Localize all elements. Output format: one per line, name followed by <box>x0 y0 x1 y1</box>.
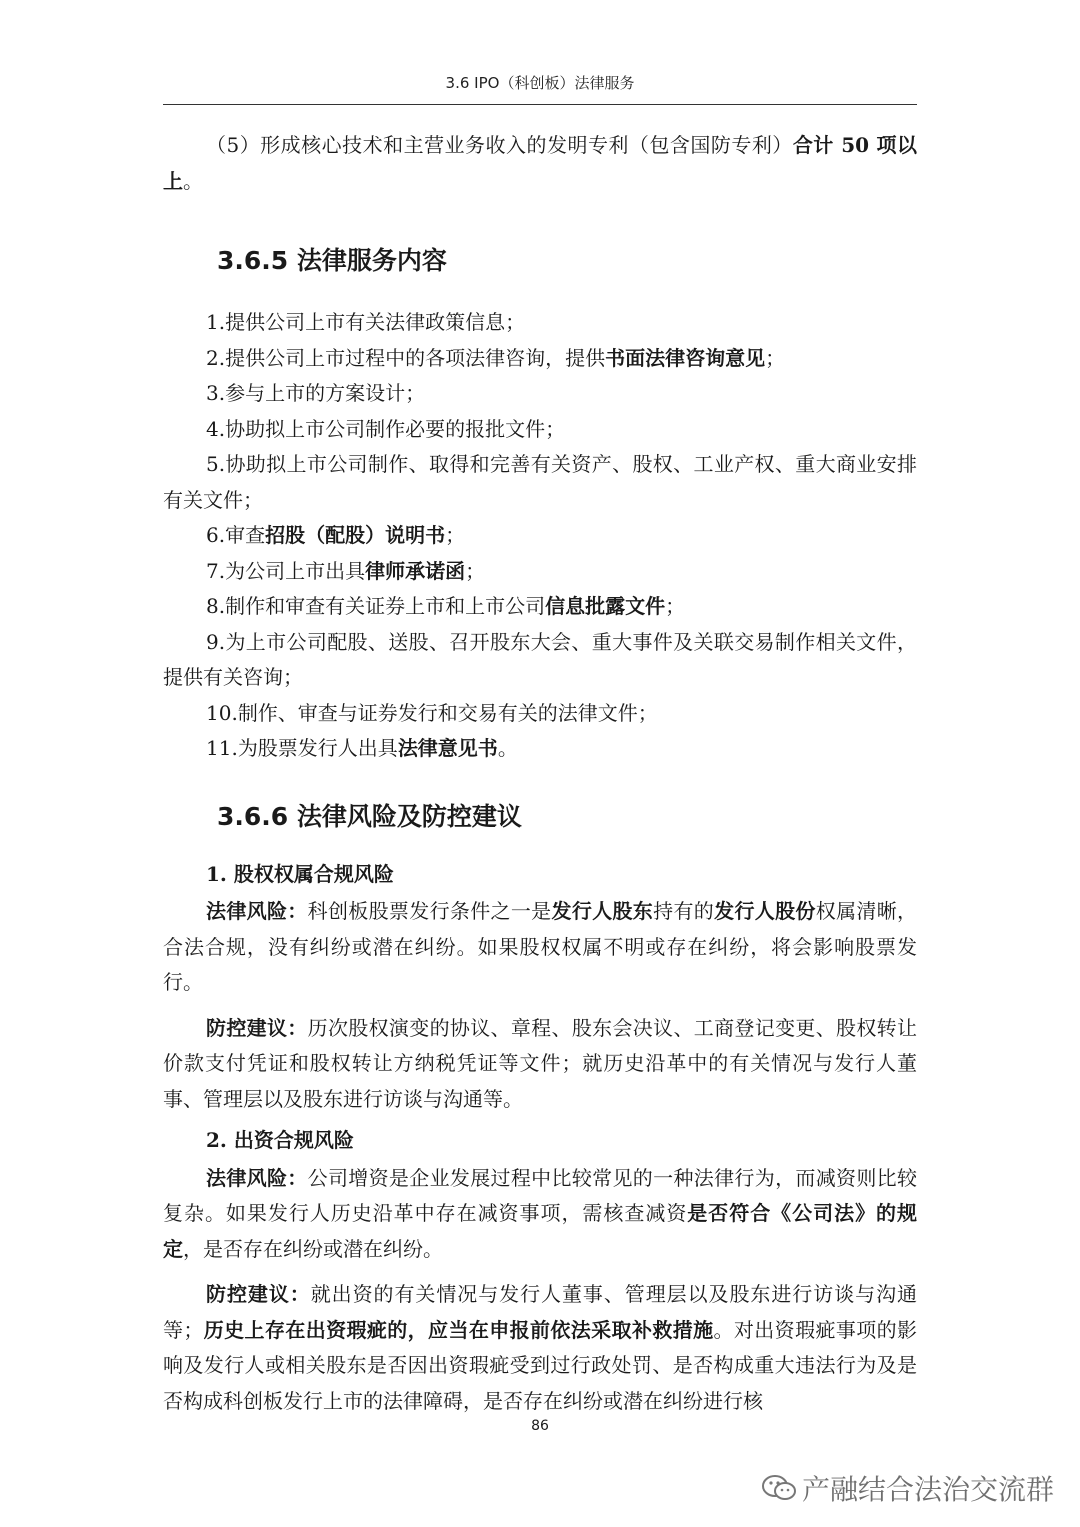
item-text: 为上市公司配股、送股、召开股东大会、重大事件及关联交易制作相关文件，提供有关咨询； <box>163 629 917 689</box>
item-text: 审查 <box>225 523 266 547</box>
item-number: 7. <box>206 558 226 583</box>
header-divider <box>163 104 917 105</box>
item-number: 6. <box>206 523 226 547</box>
item-number: 5. <box>206 452 226 476</box>
list-item <box>163 412 917 448</box>
page-header: 3.6 IPO（科创板）法律服务 <box>445 74 635 92</box>
risk-paragraph <box>163 1161 917 1268</box>
item-number: 9. <box>206 629 226 654</box>
item-number: 11. <box>206 736 238 760</box>
item-text: 制作、审查与证券发行和交易有关的法律文件； <box>237 700 658 725</box>
subsection-title <box>163 1123 917 1159</box>
risk-text: 公司增资是企业发展过程中比较常见的一种法律行为，而减资则比较复杂。如果发行人历史沿革中存在减资事项，需核查减资 <box>163 1165 918 1225</box>
subsection-title-text: 1. 股权权属合规风险 <box>206 861 394 886</box>
item-text: 协助拟上市公司制作、取得和完善有关资产、股权、工业产权、重大商业安排有关文件； <box>163 452 917 512</box>
page-number: 86 <box>531 1418 549 1434</box>
section-365-title: 3.6.5 法律服务内容 <box>217 246 447 275</box>
item-text: 协助拟上市公司制作必要的报批文件； <box>225 416 566 441</box>
intro-paragraph <box>163 128 917 199</box>
advice-text: 。对出资瑕疵事项的影响及发行人或相关股东是否因出资瑕疵受到过行政处罚、是否构成重大违法行为及是否构成科创板发行上市的法律障碍，是否存在纠纷或潜在纠纷进行核 <box>163 1317 918 1413</box>
advice-label: 防控建议： <box>206 1015 308 1040</box>
risk-bold: 是否符合《公司法》的规定 <box>163 1201 918 1261</box>
advice-paragraph <box>163 1011 917 1118</box>
advice-bold: 历史上存在出资瑕疵的，应当在申报前依法采取补救措施 <box>203 1317 714 1342</box>
risk-label: 法律风险： <box>206 1165 308 1190</box>
item-end: 。 <box>497 736 518 760</box>
item-bold: 书面法律咨询意见 <box>605 345 766 370</box>
risk-text: ，是否存在纠纷或潜在纠纷。 <box>183 1236 443 1261</box>
wechat-icon <box>760 1473 798 1503</box>
item-number: 8. <box>206 594 226 618</box>
intro-end: 。 <box>183 168 203 193</box>
risk-bold: 发行人股份 <box>714 899 816 923</box>
item-text: 提供公司上市过程中的各项法律咨询，提供 <box>225 345 606 370</box>
item-bold: 律师承诺函 <box>365 558 466 583</box>
section-366-title: 3.6.6 法律风险及防控建议 <box>217 801 522 831</box>
item-number: 4. <box>206 416 226 441</box>
intro-text: （5）形成核心技术和主营业务收入的发明专利（包含国防专利） <box>206 133 793 157</box>
item-end: ； <box>765 345 786 370</box>
list-item <box>163 376 917 412</box>
risk-text: 权属清晰，合法合规，没有纠纷或潜在纠纷。如果股权权属不明或存在纠纷，将会影响股票发行。 <box>163 899 918 994</box>
subsection-title-text: 2. 出资合规风险 <box>206 1128 354 1152</box>
item-text: 为股票发行人出具 <box>237 736 398 760</box>
item-number: 1. <box>206 310 226 334</box>
risk-paragraph <box>163 894 917 1001</box>
risk-bold: 发行人股东 <box>551 899 654 923</box>
item-text: 参与上市的方案设计； <box>225 381 426 405</box>
advice-text: 历次股权演变的协议、章程、股东会决议、工商登记变更、股权转让价款支付凭证和股权转让方纳税凭证等文件；就历史沿革中的有关情况与发行人董事、管理层以及股东进行访谈与沟通等。 <box>163 1015 918 1111</box>
list-item <box>163 518 917 554</box>
item-bold: 法律意见书 <box>397 736 498 760</box>
item-end: ； <box>445 523 466 547</box>
list-item <box>163 731 917 767</box>
list-item <box>163 447 917 518</box>
advice-text: 就出资的有关情况与发行人董事、管理层以及股东进行访谈与沟通等； <box>163 1282 918 1342</box>
service-list <box>163 305 917 767</box>
risk-text: 科创板股票发行条件之一是 <box>307 899 552 923</box>
risk-label: 法律风险： <box>206 899 308 923</box>
advice-label: 防控建议： <box>206 1282 311 1306</box>
intro-bold: 合计 50 项以上 <box>163 133 917 193</box>
item-bold: 招股（配股）说明书 <box>265 523 446 547</box>
item-end: ； <box>465 558 486 583</box>
list-item <box>163 589 917 625</box>
advice-paragraph <box>163 1277 917 1419</box>
item-text: 提供公司上市有关法律政策信息； <box>225 310 526 334</box>
item-number: 10. <box>206 700 238 725</box>
document-body <box>163 128 917 1419</box>
list-item <box>163 625 917 696</box>
item-end: ； <box>665 594 686 618</box>
list-item <box>163 696 917 732</box>
list-item <box>163 554 917 590</box>
list-item <box>163 305 917 341</box>
subsection-title <box>163 857 917 893</box>
watermark-text: 产融结合法治交流群 <box>802 1473 1055 1506</box>
risk-text: 持有的 <box>653 899 715 923</box>
watermark <box>760 1468 1054 1508</box>
item-text: 为公司上市出具 <box>225 558 366 583</box>
item-number: 3. <box>206 381 226 405</box>
item-number: 2. <box>206 345 226 370</box>
item-bold: 信息批露文件 <box>545 594 666 618</box>
item-text: 制作和审查有关证券上市和上市公司 <box>225 594 546 618</box>
list-item <box>163 341 917 377</box>
